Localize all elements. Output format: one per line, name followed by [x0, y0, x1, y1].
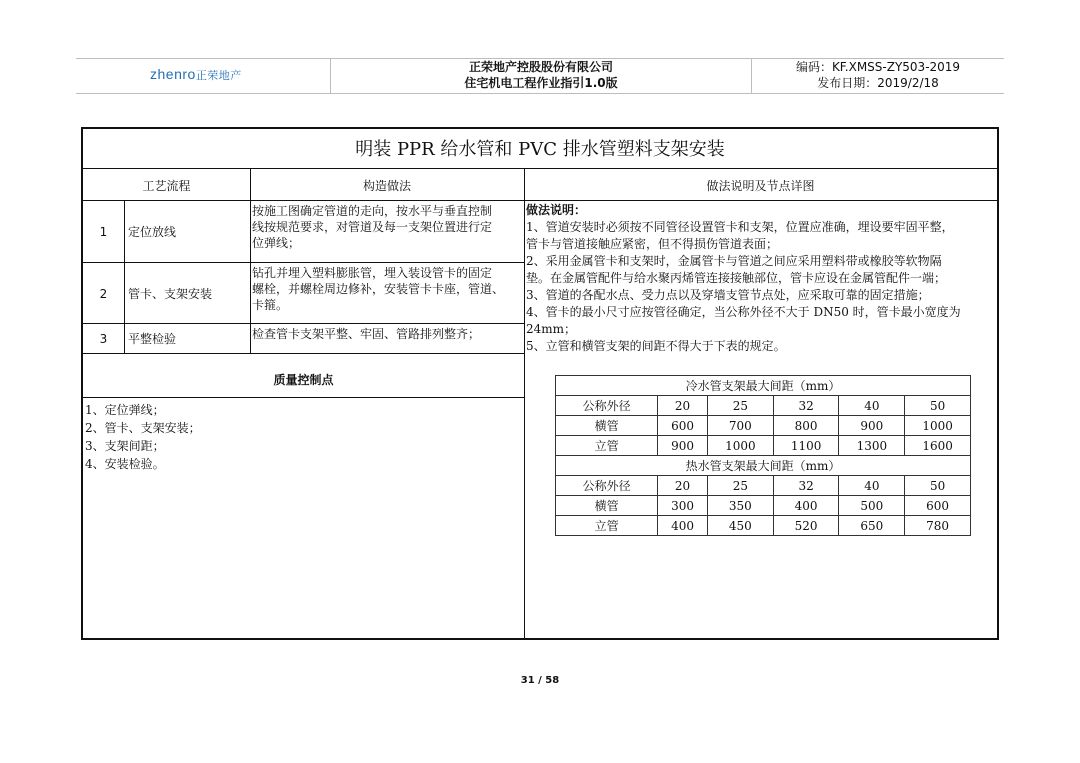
method-line: 位弹线； — [252, 236, 301, 250]
quality-item: 4、安装检验。 — [85, 457, 165, 471]
table-cell: 600 — [658, 416, 708, 436]
method-line: 卡箍。 — [252, 298, 289, 312]
step-number: 3 — [99, 332, 108, 346]
table-cell: 40 — [839, 476, 905, 496]
table-cell: 横管 — [556, 496, 658, 516]
procedure-frame — [81, 127, 999, 640]
method-line: 钻孔并埋入塑料膨胀管，埋入装设管卡的固定 — [252, 266, 493, 280]
table-cell: 1000 — [707, 436, 773, 456]
table-caption: 热水管支架最大间距（mm） — [556, 456, 971, 476]
document-code: 编码：KF.XMSS-ZY503-2019 — [795, 60, 961, 74]
description-line: 1、管道安装时必须按不同管径设置管卡和支架，位置应准确，埋设要牢固平整， — [526, 220, 954, 234]
step-name: 定位放线 — [128, 225, 177, 239]
step-method — [252, 326, 524, 342]
header-meta — [752, 59, 1004, 91]
table-cell: 公称外径 — [556, 396, 658, 416]
table-cell: 400 — [658, 516, 708, 536]
col-method-header: 构造做法 — [362, 179, 411, 193]
table-row — [556, 396, 971, 416]
table-row — [556, 476, 971, 496]
logo-en: zhenro — [150, 66, 196, 82]
description-line: 3、管道的各配水点、受力点以及穿墙支管节点处，应采取可靠的固定措施； — [526, 288, 930, 302]
method-line: 检查管卡支架平整、牢固、管路排列整齐； — [252, 327, 481, 341]
table-cell: 32 — [773, 476, 839, 496]
table-cell: 900 — [839, 416, 905, 436]
method-line: 螺栓，并螺栓周边修补，安装管卡卡座，管道、 — [252, 282, 505, 296]
description-line: 24mm； — [526, 322, 577, 336]
page-number: 31 / 58 — [520, 675, 560, 686]
table-cell: 立管 — [556, 436, 658, 456]
rule — [83, 200, 997, 201]
table-cell: 350 — [707, 496, 773, 516]
quality-item: 1、定位弹线； — [85, 403, 165, 417]
header-center — [331, 59, 751, 91]
company-logo — [150, 66, 242, 83]
description-line: 垫。在金属管配件与给水聚丙烯管连接接触部位，管卡应设在金属管配件一端； — [526, 271, 947, 285]
table-cell: 780 — [905, 516, 971, 536]
table-cell: 300 — [658, 496, 708, 516]
table-row — [556, 436, 971, 456]
table-row — [556, 416, 971, 436]
description-heading: 做法说明： — [526, 203, 587, 217]
table-cell: 520 — [773, 516, 839, 536]
table-cell: 立管 — [556, 516, 658, 536]
table-cell: 500 — [839, 496, 905, 516]
step-name: 管卡、支架安装 — [128, 287, 213, 301]
company-name: 正荣地产控股股份有限公司 — [468, 60, 613, 74]
quality-item: 3、支架间距； — [85, 439, 165, 453]
description-line: 2、采用金属管卡和支架时，金属管卡与管道之间应采用塑料带或橡胶等软物隔 — [526, 254, 942, 268]
rule — [83, 323, 524, 324]
document-title: 住宅机电工程作业指引1.0版 — [464, 76, 618, 90]
logo-cn: 正荣地产 — [195, 70, 242, 82]
method-description — [526, 202, 999, 355]
description-line: 5、立管和横管支架的间距不得大于下表的规定。 — [526, 339, 786, 353]
table-cell: 50 — [905, 476, 971, 496]
table-cell: 600 — [905, 496, 971, 516]
rule — [83, 397, 524, 398]
table-cell: 20 — [658, 476, 708, 496]
table-cell: 1100 — [773, 436, 839, 456]
step-number: 2 — [99, 287, 108, 301]
table-cell: 20 — [658, 396, 708, 416]
table-cell: 800 — [773, 416, 839, 436]
publish-date: 发布日期：2019/2/18 — [817, 76, 939, 90]
quality-list — [85, 401, 201, 473]
table-cell: 400 — [773, 496, 839, 516]
description-line: 4、管卡的最小尺寸应按管径确定，当公称外径不大于 DN50 时，管卡最小宽度为 — [526, 305, 961, 319]
table-cell: 25 — [707, 476, 773, 496]
table-cell: 450 — [707, 516, 773, 536]
rule — [83, 353, 524, 354]
col-detail-header: 做法说明及节点详图 — [706, 179, 815, 193]
rule — [83, 168, 997, 169]
rule — [124, 200, 125, 354]
support-spacing-table — [555, 375, 971, 536]
rule — [524, 168, 525, 638]
table-cell: 900 — [658, 436, 708, 456]
table-row — [556, 496, 971, 516]
table-cell: 公称外径 — [556, 476, 658, 496]
section-title: 明装 PPR 给水管和 PVC 排水管塑料支架安装 — [355, 139, 725, 160]
table-cell: 650 — [839, 516, 905, 536]
quality-item: 2、管卡、支架安装； — [85, 421, 201, 435]
method-line: 线按规范要求，对管道及每一支架位置进行定 — [252, 220, 493, 234]
table-cell: 32 — [773, 396, 839, 416]
header-bottom-rule — [76, 93, 1004, 94]
rule — [83, 262, 524, 263]
table-cell: 1000 — [905, 416, 971, 436]
table-cell: 25 — [707, 396, 773, 416]
quality-title: 质量控制点 — [273, 373, 334, 387]
table-row — [556, 516, 971, 536]
step-name: 平整检验 — [128, 332, 177, 346]
step-number: 1 — [99, 225, 108, 239]
description-line: 管卡与管道接触应紧密，但不得损伤管道表面； — [526, 237, 779, 251]
table-cell: 50 — [905, 396, 971, 416]
table-cell: 700 — [707, 416, 773, 436]
step-method — [252, 203, 524, 251]
method-line: 按施工图确定管道的走向，按水平与垂直控制 — [252, 204, 493, 218]
table-cell: 40 — [839, 396, 905, 416]
table-cell: 横管 — [556, 416, 658, 436]
table-cell: 1300 — [839, 436, 905, 456]
step-method — [252, 265, 524, 313]
table-caption: 冷水管支架最大间距（mm） — [556, 376, 971, 396]
col-process-header: 工艺流程 — [142, 179, 191, 193]
table-cell: 1600 — [905, 436, 971, 456]
rule — [250, 168, 251, 354]
